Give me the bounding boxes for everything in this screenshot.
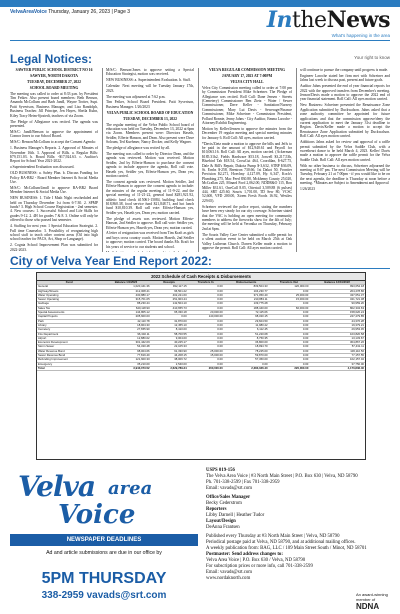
table-cell: 158,020.24 bbox=[309, 311, 365, 315]
notice-heading: SAWYER PUBLIC SCHOOL DISTRICT NO 16 bbox=[15, 68, 93, 72]
table-cell: 315,701.05 bbox=[101, 298, 150, 302]
notice-paragraph: M/S/C: Benson/McCollum to accept the Consent Agenda: bbox=[10, 140, 96, 145]
table-cell: Sales Tax bbox=[37, 306, 101, 310]
staff-name: Becky Cederstrom bbox=[206, 501, 242, 506]
notice-paragraph: The pledge of allegiance was recited by all. bbox=[106, 146, 171, 151]
table-cell: 251,903.44 bbox=[151, 298, 188, 302]
column-rule bbox=[296, 68, 297, 252]
notice-heading: TUESDAY, DECEMBER 13, 2022 bbox=[123, 116, 177, 121]
notice-paragraph: M/S/C: McCollum/Jandl to approve BA-BR2 Board Member Internet & Social Media Use. bbox=[10, 185, 98, 195]
table-cell: Fire Department bbox=[37, 332, 101, 336]
table-cell: Highway/Streets bbox=[37, 289, 101, 293]
notice-paragraph: Engineer Laroche stated her firm met with Schreiner and Jahns last week to discuss past, present and future goals. bbox=[300, 73, 390, 83]
usps-number: USPS 019-156 bbox=[206, 468, 235, 473]
table-cell: 29,953.45 bbox=[309, 328, 365, 332]
table-cell: 65,330.18 bbox=[151, 311, 188, 315]
masthead-news: News bbox=[326, 7, 390, 33]
badge-text: An award-winning member of bbox=[356, 592, 388, 602]
table-cell: 0.00 bbox=[151, 315, 188, 319]
table-cell: 0.00 bbox=[269, 349, 310, 353]
table-cell: Cemetery bbox=[37, 328, 101, 332]
table-cell: 8,410.00 bbox=[151, 328, 188, 332]
velva-area-voice-logo bbox=[18, 472, 190, 536]
table-cell: 15,000.00 bbox=[269, 298, 310, 302]
legal-column-2 bbox=[106, 68, 194, 252]
table-cell: 0.00 bbox=[224, 362, 269, 366]
section-divider bbox=[10, 40, 390, 47]
masthead-in: In bbox=[266, 7, 293, 33]
table-cell: 77,157.55 bbox=[309, 354, 365, 358]
table-cell: 304,867.26 bbox=[309, 341, 365, 345]
table-header-cell: Balance 1/1/2022 bbox=[101, 281, 150, 285]
table-cell: 98,004.66 bbox=[101, 349, 150, 353]
notice-paragraph: Schreiner reviewed the police report, stating the numbers have been very steady for our city coverage. Schreiner stated that the VAC is holding an open meeting for community members to address the fireworks show for the 4th of July; the meeting will be held at Veronika on Thursday, February 2nd at 6pm. bbox=[202, 204, 292, 231]
table-cell: 0.00 bbox=[188, 298, 224, 302]
table-cell: 0.00 bbox=[188, 336, 224, 340]
section-tagline: Your right to know bbox=[354, 55, 390, 60]
ad-band: NEWSPAPER DEADLINES bbox=[10, 534, 198, 546]
table-cell: 0.00 bbox=[269, 358, 310, 362]
notice-paragraph: Calendar: Next meeting will be Tuesday January 17th, 2023. bbox=[106, 84, 194, 93]
notice-heading: VELVA PUBLIC SCHOOL BOARD OF EDUCATION bbox=[106, 110, 194, 115]
table-cell: Airport bbox=[37, 336, 101, 340]
table-cell: 210,883.11 bbox=[224, 298, 269, 302]
table-cell: Capital Projects bbox=[37, 315, 101, 319]
table-cell: 0.00 bbox=[188, 341, 224, 345]
table-cell: 104,230.77 bbox=[224, 289, 269, 293]
table-cell: 51,220.08 bbox=[224, 332, 269, 336]
address-line: Velva Area Voice | P.O. Box 630 / Velva, ND 58790 bbox=[206, 558, 306, 563]
table-cell: 205,600.00 bbox=[101, 315, 150, 319]
table-cell: 0.00 bbox=[269, 328, 310, 332]
table-cell: 0.00 bbox=[269, 332, 310, 336]
logo-velva: Velva bbox=[18, 470, 96, 503]
table-cell: 932,117.15 bbox=[151, 285, 188, 289]
legal-column-3 bbox=[202, 68, 292, 252]
table-cell: 0.00 bbox=[269, 341, 310, 345]
table-cell: 29,604.50 bbox=[224, 319, 269, 323]
table-cell: 6,112.45 bbox=[224, 328, 269, 332]
table-cell: 0.00 bbox=[269, 302, 310, 306]
table-cell: Economic Development bbox=[37, 341, 101, 345]
table-cell: 2,629,789.34 bbox=[151, 366, 188, 370]
table-cell: 0.00 bbox=[188, 345, 224, 349]
table-header-cell: Receipts bbox=[151, 281, 188, 285]
notice-heading: VELVA CITY HALL bbox=[230, 79, 264, 84]
table-cell: 993,054.18 bbox=[309, 285, 365, 289]
notice-paragraph: The pledge of assets was reviewed. Motion Effertz-Hanson, 2nd Seidler to approve. Roll call vote: Seidler yes, Effertz-Hanson yes, Haseth yes, Dean yes; motion carried. bbox=[106, 216, 194, 230]
table-cell: 18,994.70 bbox=[224, 345, 269, 349]
table-cell: 25,000.00 bbox=[188, 349, 224, 353]
table-cell: 18,904.33 bbox=[101, 323, 150, 327]
notice-paragraph: The meeting was adjourned at 7:62 p.m. bbox=[106, 94, 166, 99]
column-rule bbox=[198, 68, 199, 252]
table-cell: 802,334.63 bbox=[309, 306, 365, 310]
table-cell: 12,455.10 bbox=[151, 323, 188, 327]
table-cell: 301,442.09 bbox=[101, 341, 150, 345]
notice-paragraph: 2. Cognia School Improvement Plan was submitted for 2022-2023. bbox=[10, 243, 98, 252]
table-cell: 0.00 bbox=[188, 289, 224, 293]
weekly-line: A weekly publication from: BAG, LLC / 109 Main Street South / Minot, ND 58701 bbox=[206, 546, 367, 551]
table-row bbox=[37, 366, 365, 370]
notice-paragraph: With no other business to discuss, Schreiner adjourned the meeting at 8:07 pm. The next Commission Meeting will be Tuesday, February 21 at 7:00pm - if you would like to be on the next agenda, the deadline is Thursday at noon before a meeting. *Minutes are Subject to Amendment and Approval bbox=[300, 163, 390, 186]
table-cell: 57,450.00 bbox=[224, 358, 269, 362]
table-cell: 402,221.60 bbox=[151, 293, 188, 297]
table-cell: 839,504.33 bbox=[224, 285, 269, 289]
table-cell: Water Operating bbox=[37, 293, 101, 297]
table-cell: 72,115.06 bbox=[224, 311, 269, 315]
table-cell: 35,210.00 bbox=[101, 362, 150, 366]
table-cell: 59,870.00 bbox=[224, 354, 269, 358]
notice-paragraph: *Davis/Zietz made a motion to approve the bills and Jeffs to be paid in the amount of $12,940.61 and Payroll for $10,063.16. Roll Call: All ayes, motion carried. (Ackerman $185.31b2, Fields Hardware $53.18, Jorwell $3,217,53b, Bluebird Tab $18.54, CrossCut 464, Coordilan, $-627.75, Dale & Bill's Repair, Dakota Pump $-3,632, STBP $36.09, St. Ernhs $-258, Brentron 730.66, 1st Dakot 50, Frontier Precision $2,271, Hoechny 4,127.09, Hy. 6,347, Koch's Plumbing 275, Mac Feed 830.80, Mckhemy County 25,020, McCrallan 225, Minard Ford 2,062.00, NDDR&O 115, Ron Miller $31.61, OneCall 8.05, Ottertail 3,509.88 (6 pulses) 444, SRT 425.60, Souris 1,701.00, TD Sew 80, VCSC 52,600, VFD 200.00, Xtrem Fresh Foods 16.92, Westlex 229.65). bbox=[202, 141, 292, 203]
page-header bbox=[10, 6, 390, 40]
table-cell: 58,700.55 bbox=[151, 332, 188, 336]
table-cell: 371,050.40 bbox=[224, 293, 269, 297]
table-cell: 0.00 bbox=[269, 345, 310, 349]
email-line: Email: vavads@srt.com bbox=[206, 570, 252, 575]
table-cell: 103,820.58 bbox=[309, 332, 365, 336]
table-cell: 212,008.41 bbox=[101, 289, 150, 293]
ad-contact: 338-2959 vavads@srt.com bbox=[41, 590, 167, 601]
table-cell: 25,000.00 bbox=[269, 293, 310, 297]
table-cell: Garbage bbox=[37, 302, 101, 306]
table-cell: 96,501.22 bbox=[151, 289, 188, 293]
table-cell: 0.00 bbox=[188, 362, 224, 366]
table-cell: 0.00 bbox=[269, 336, 310, 340]
notice-paragraph: OLD BUSINESS: a. Safety Plan. b. Discuss Funding for Policy BA-BR2 - Board Member Internet & Social Media Use. bbox=[10, 171, 98, 184]
table-title: 2022 Schedule of Cash Receipts & Disbursements bbox=[37, 273, 365, 281]
logo-area: area bbox=[108, 478, 153, 499]
notice-paragraph: The consent agenda was reviewed. Motion Seidler, 2nd Effertz-Hanson to approve the consent agenda to include: the minutes of the regular meeting of 11-9-22, and the special meeting of 11-21-22, general fund $281,921.92, athletic fund check #15061-15084, building fund check $18,860.38, food service fund $21,848.71, and hot lunch fund $10,810.39. Roll call vote: Effertz-Hanson yes, Seidler yes, Haseth yes, Dean yes; motion carried. bbox=[106, 179, 194, 215]
notice-paragraph: Motion by Keller/Jensen to approve the minutes from the December 19 regular meeting and special meeting minutes for January 6. Roll Call: All ayes, motion carried. bbox=[202, 126, 292, 140]
usps-line: Ph. 701-338-2599 | Fax 701-338-2959 bbox=[206, 480, 280, 485]
table-cell: 4,170,836.46 bbox=[309, 366, 365, 370]
published-line: Published every Thursday at #3 North Main Street | Velva, ND 58790 bbox=[206, 534, 340, 539]
table-cell: 437,051.37 bbox=[309, 293, 365, 297]
table-cell: 44,376.28 bbox=[309, 319, 365, 323]
legal-column-4 bbox=[300, 68, 390, 252]
reporters-names: Libby Darnell | Heather Tudor bbox=[206, 513, 265, 518]
table-cell: Sewer Revenue Bond bbox=[37, 354, 101, 358]
layout-name: DeAnna Frantsen bbox=[206, 525, 240, 530]
table-cell: 0.00 bbox=[269, 362, 310, 366]
staff-title: Office/Sales Manager bbox=[206, 495, 251, 500]
notice-paragraph: Velva City Commission meeting called to order at 7:00 pm by Commission President Mike Schreiner. The Pledge of Allegiance was recited. Roll Call: Dane Jensen - Streets (Cemetery) Commissioner Ben Zietz - Water / Sewer Commissioner, Dave Keller - Sanitation/Nursery Commissioner, Mary Lui Davis - Sewerage/Finance Commissioner, Mike Schreiner - Commission President, Pollard Ronnie, Jenny Jahns - City Auditor, Emma Laroche - Attorney/Exhibit Engineering. bbox=[202, 85, 292, 125]
table-cell: Park bbox=[37, 319, 101, 323]
notice-paragraph: New Business: Schreiner presented the Renaissance Zone Application submitted by Duckwalson. Jahns asked that a zone authority committee be appointed for future applications and that the commission approve/deny the current application to meet the January 31st deadline to Region. Davis/Keller made a motion to accept the Renaissance Zone Application submitted by Duckwalson. Roll Call: All ayes motion carried. bbox=[300, 103, 390, 139]
table-cell: 61,330.90 bbox=[151, 349, 188, 353]
table-header-cell: Transfers In bbox=[188, 281, 224, 285]
table-cell: 140,000.00 bbox=[188, 315, 224, 319]
table-cell: 0.00 bbox=[269, 354, 310, 358]
column-rule bbox=[102, 68, 103, 252]
usps-info-block bbox=[206, 468, 390, 582]
table-cell: 341,721.38 bbox=[309, 298, 365, 302]
table-cell: 120,000.00 bbox=[269, 285, 310, 289]
section-title: Legal Notices: bbox=[10, 52, 93, 66]
table-cell: 410,655.73 bbox=[151, 306, 188, 310]
table-cell: 188,440.00 bbox=[224, 306, 269, 310]
table-cell: Special Assessments bbox=[37, 311, 101, 315]
table-cell: 44,208.15 bbox=[151, 354, 188, 358]
table-cell: 247,279.85 bbox=[309, 315, 365, 319]
notice-paragraph: The meeting was called to order by Director Dean, and the agenda was reviewed. Motion was received. Motion Seidler, 2nd by Effertz-Hanson to purchase the consent agenda to include approve the agenda, Roll call vote. Haseth yes, Seidler yes, Effertz-Hanson yes, Dean yes; motion carried. bbox=[106, 152, 194, 179]
ndna-badge bbox=[356, 592, 390, 611]
masthead-the: the bbox=[292, 8, 327, 33]
table-cell: 19,379.21 bbox=[309, 323, 365, 327]
table-cell: General bbox=[37, 285, 101, 289]
notice-paragraph: a Superintendent Evaluation was discussed. bbox=[10, 165, 75, 170]
notice-paragraph: M/S/C: Jandl/Benson to approve the appointment of Connor Jones to our School Board. bbox=[10, 129, 98, 139]
table-cell: 88,230.44 bbox=[101, 302, 150, 306]
table-cell: Water Revenue Bond bbox=[37, 349, 101, 353]
table-cell: 106,110.56 bbox=[309, 349, 365, 353]
table-cell: 78,225.00 bbox=[224, 349, 269, 353]
table-header-cell: Fund bbox=[37, 281, 101, 285]
table-cell: Sewer Operating bbox=[37, 298, 101, 302]
table-cell: 40,225.17 bbox=[151, 341, 188, 345]
reporters-title: Reporters bbox=[206, 507, 227, 512]
table-cell: 8,750.35 bbox=[224, 336, 269, 340]
cash-receipts-table bbox=[37, 281, 365, 371]
publication-name: VelvaAreaVoice bbox=[10, 9, 47, 15]
table-cell: 121,600.30 bbox=[101, 358, 150, 362]
notice-paragraph: A letter of resignation was received from Tim Kraft as girls and boys cross country coach. Motion Haseth, 2nd Seidler to approve; motion carried. The board thanks Mr. Kraft for his years of service to our students and school. bbox=[106, 231, 194, 249]
notice-paragraph: The Souris Valley Care Center submitted a raffle permit for a silent auction event to be held on March 25th at Oak Valley Lutheran Church. Darren Keller made a motion to approve the permit. Roll Call: All ayes motion carried. bbox=[202, 232, 292, 250]
table-cell: 142,504.10 bbox=[151, 302, 188, 306]
table-cell: Library bbox=[37, 323, 101, 327]
issue-date: Thursday, January 26, 2023 | Page 3 bbox=[48, 9, 131, 15]
notice-paragraph: 1/26/2023 bbox=[300, 187, 315, 192]
notice-paragraph: Additions Jahns asked for review and approval of a raffle permit submitted by the Velva Saddle Club, with a sweetheart dance to be held March 4, 2023. Keller/ Davis made a motion to approve the raffle permit for the Velva Saddle Club. Roll Call: All ayes motion carried. bbox=[300, 140, 390, 162]
table-cell: 139,775.28 bbox=[224, 302, 269, 306]
table-cell: Total bbox=[37, 366, 101, 370]
table-cell: 90,959.26 bbox=[309, 302, 365, 306]
publication-line bbox=[10, 9, 130, 15]
table-cell: 77,819.40 bbox=[101, 354, 150, 358]
table-cell: Emergency bbox=[37, 362, 101, 366]
notice-heading: TUESDAY, DECEMBER 27, 2022 bbox=[27, 79, 81, 84]
notice-paragraph: 1. Business Manager's Reports. 2. Approval of Minutes of November 16th. 3. Approval of Bills. a. Regular Bills: $79,151.03. b. Board Bills: -$17,924.63. c. Auditor's Report for School Year 2021-2022. bbox=[10, 146, 98, 164]
usps-line: The Velva Area Voice | #3 North Main Street | P.O. Box 630 | Velva, ND 58790 bbox=[206, 474, 358, 479]
notice-paragraph: NEW BUSINESS: a. Superintendent Evaluation. b. Staff. bbox=[106, 78, 191, 83]
table-cell: 31,870.00 bbox=[151, 319, 188, 323]
table-cell: 96,340.11 bbox=[101, 332, 150, 336]
table-cell: 430,880.17 bbox=[101, 293, 150, 297]
notice-heading: VELVA REGULAR COMMISSION MEETING bbox=[209, 68, 285, 72]
table-cell: 0.00 bbox=[188, 293, 224, 297]
masthead bbox=[267, 9, 390, 38]
table-cell: 15,000.00 bbox=[188, 354, 224, 358]
table-cell: 204,278.86 bbox=[309, 289, 365, 293]
web-line: www.nordaknorth.com bbox=[206, 576, 251, 581]
table-header-cell: Balance 12/31/2022 bbox=[309, 281, 365, 285]
table-cell: 0.00 bbox=[269, 289, 310, 293]
table-cell: 0.00 bbox=[269, 315, 310, 319]
table-cell: 144,805.12 bbox=[101, 311, 150, 315]
table-cell: 0.00 bbox=[188, 332, 224, 336]
table-cell: 0.00 bbox=[188, 302, 224, 306]
table-cell: 22,105.33 bbox=[151, 345, 188, 349]
table-cell: 2,383,326.40 bbox=[224, 366, 269, 370]
logo-voice: Voice bbox=[58, 500, 136, 530]
table-cell: 57,431.11 bbox=[309, 345, 365, 349]
notice-paragraph bbox=[106, 251, 194, 252]
table-cell: 200,000.00 bbox=[188, 366, 224, 370]
masthead-subtitle: What's happening in the area bbox=[331, 33, 390, 38]
ad-deadline: 5PM THURSDAY bbox=[41, 570, 167, 587]
layout-title: Layout/Design bbox=[206, 519, 236, 524]
notice-heading: SAWYER, NORTH DAKOTA bbox=[30, 73, 78, 78]
table-header-cell: Transfers Out bbox=[269, 281, 310, 285]
notice-heading: JANUARY 17, 2023 AT 7:00PM bbox=[221, 73, 273, 78]
table-cell: 0.00 bbox=[188, 306, 224, 310]
ndna-logo: NDNA bbox=[356, 602, 380, 611]
notice-paragraph: Tim Feiker, School Board President. Patti Syvertson, Business Manager. 1/26/2023 bbox=[106, 100, 194, 109]
table-cell: 36,800.00 bbox=[224, 341, 269, 345]
city-report-title: City of Velva Year End Report 2022: bbox=[10, 254, 212, 268]
notice-paragraph: 4. Staffing for next year. 1 Special Education Strategist. 2. Full time Counselor. 3. Possibility of reorganizing high school staff to teach other content areas (Oil into high school teacher for PACS, Art, Shop or Language). bbox=[10, 224, 98, 242]
notice-paragraph: NEW BUSINESS: 1. Title I Math Night rescheduled and held on Thursday December 1st from 6-7:30. 2. SPMP funds? 3. High School Course Registration - 2nd semester. 4. New courses: 1. Successful School and Life Skills for grades 9-12. 2. 4H for grades 7 & 8. 3. Online will only be offered to those who passed last semester. bbox=[10, 196, 98, 223]
table-cell: 2,540.00 bbox=[151, 362, 188, 366]
table-cell: 54,320.48 bbox=[101, 345, 150, 349]
table-cell: 640,118.90 bbox=[101, 306, 150, 310]
table-cell: 13,133.67 bbox=[309, 336, 365, 340]
notice-paragraph: M/S/C: Benson/Jones to approve setting a Special Education Strategist, motion was received. bbox=[106, 68, 194, 77]
table-cell: 220,000.00 bbox=[269, 366, 310, 370]
table-cell: 0.00 bbox=[188, 358, 224, 362]
subscribe-line: For subscription prices or more info, call 701-338-2599 bbox=[206, 564, 313, 569]
table-cell: 0.00 bbox=[188, 285, 224, 289]
table-cell: 27,655.90 bbox=[101, 328, 150, 332]
table-cell: 11,980.22 bbox=[224, 323, 269, 327]
city-report-divider bbox=[10, 268, 390, 269]
table-cell: 0.00 bbox=[188, 328, 224, 332]
table-cell: 12,880.02 bbox=[101, 336, 150, 340]
table-cell: 0.00 bbox=[188, 319, 224, 323]
table-cell: 20,000.00 bbox=[188, 311, 224, 315]
newspaper-deadlines-ad bbox=[10, 466, 198, 612]
notice-heading: SCHOOL BOARD MEETING bbox=[29, 85, 79, 90]
table-cell: 98,320.15 bbox=[224, 315, 269, 319]
notice-paragraph: The regular meeting of the Velva Public School board of education was held on Tuesday, December 13, 2022 at 6pm via Zoom. Members present were: Directors Haseth, Seidler, Effertz-Hanson, and Dean. Also present were Dave Soloum, Ted Kuehmer, Nancy Docker, and Kelly Wagner. bbox=[106, 122, 194, 145]
notice-paragraph: The meeting was called to order at 8:33 p.m. by President Tim Feiker. Also present board members: Beth Benson, Amanda McCollum and Barb Jandl, Wayne Trotter, Supt. Patti Syvertson, Business Manager, and Lisa Randolph, Business Teacher. Jill Principe, Jen Hayes, Sheila Kuhn, Kiley Tracy Heim-Sjostedt, teachers of via Zoom. bbox=[10, 91, 98, 118]
masthead-title bbox=[267, 9, 390, 32]
periodical-line: Periodical postage paid at Velva, ND 58790, and at additional mailing offices. bbox=[206, 540, 356, 545]
table-cell: 0.00 bbox=[269, 323, 310, 327]
table-cell: 0.00 bbox=[269, 311, 310, 315]
table-cell: Storm Sewer bbox=[37, 345, 101, 349]
notice-paragraph: Auditor Jahns presented the end of year financial reports for 2022 with the approved transfers from December's meeting. Jenson/Davis made a motion to approve the 2022 end of year financial statement. Roll Call: All ayes motion carried. bbox=[300, 84, 390, 102]
table-cell: 42,110.78 bbox=[101, 319, 150, 323]
ad-text: Ad and article submissions are due in our office by bbox=[46, 550, 162, 556]
table-cell: 0.00 bbox=[188, 323, 224, 327]
legal-column-1 bbox=[10, 68, 98, 252]
notice-paragraph: will continue to pursue the company until progress is made. bbox=[300, 68, 389, 72]
table-cell: 0.00 bbox=[269, 319, 310, 323]
notice-paragraph: The Pledge of Allegiance was recited. The agenda was presented. bbox=[10, 119, 98, 128]
table-cell: 102,157.02 bbox=[309, 358, 365, 362]
city-report-table-box bbox=[36, 272, 366, 460]
table-header-cell: Disbursements bbox=[224, 281, 269, 285]
table-cell: 1,020,441.36 bbox=[101, 285, 150, 289]
table-cell: Refunding Improvement bbox=[37, 358, 101, 362]
table-body bbox=[37, 285, 365, 371]
postmaster-line: Postmaster: Send address changes to: bbox=[206, 552, 283, 557]
table-cell: 38,006.72 bbox=[151, 358, 188, 362]
table-cell: 9,004.00 bbox=[151, 336, 188, 340]
usps-line: Email: vavads@srt.com bbox=[206, 486, 252, 491]
table-cell: 37,750.00 bbox=[309, 362, 365, 366]
table-cell: 3,943,073.52 bbox=[101, 366, 150, 370]
table-cell: 60,000.00 bbox=[269, 306, 310, 310]
